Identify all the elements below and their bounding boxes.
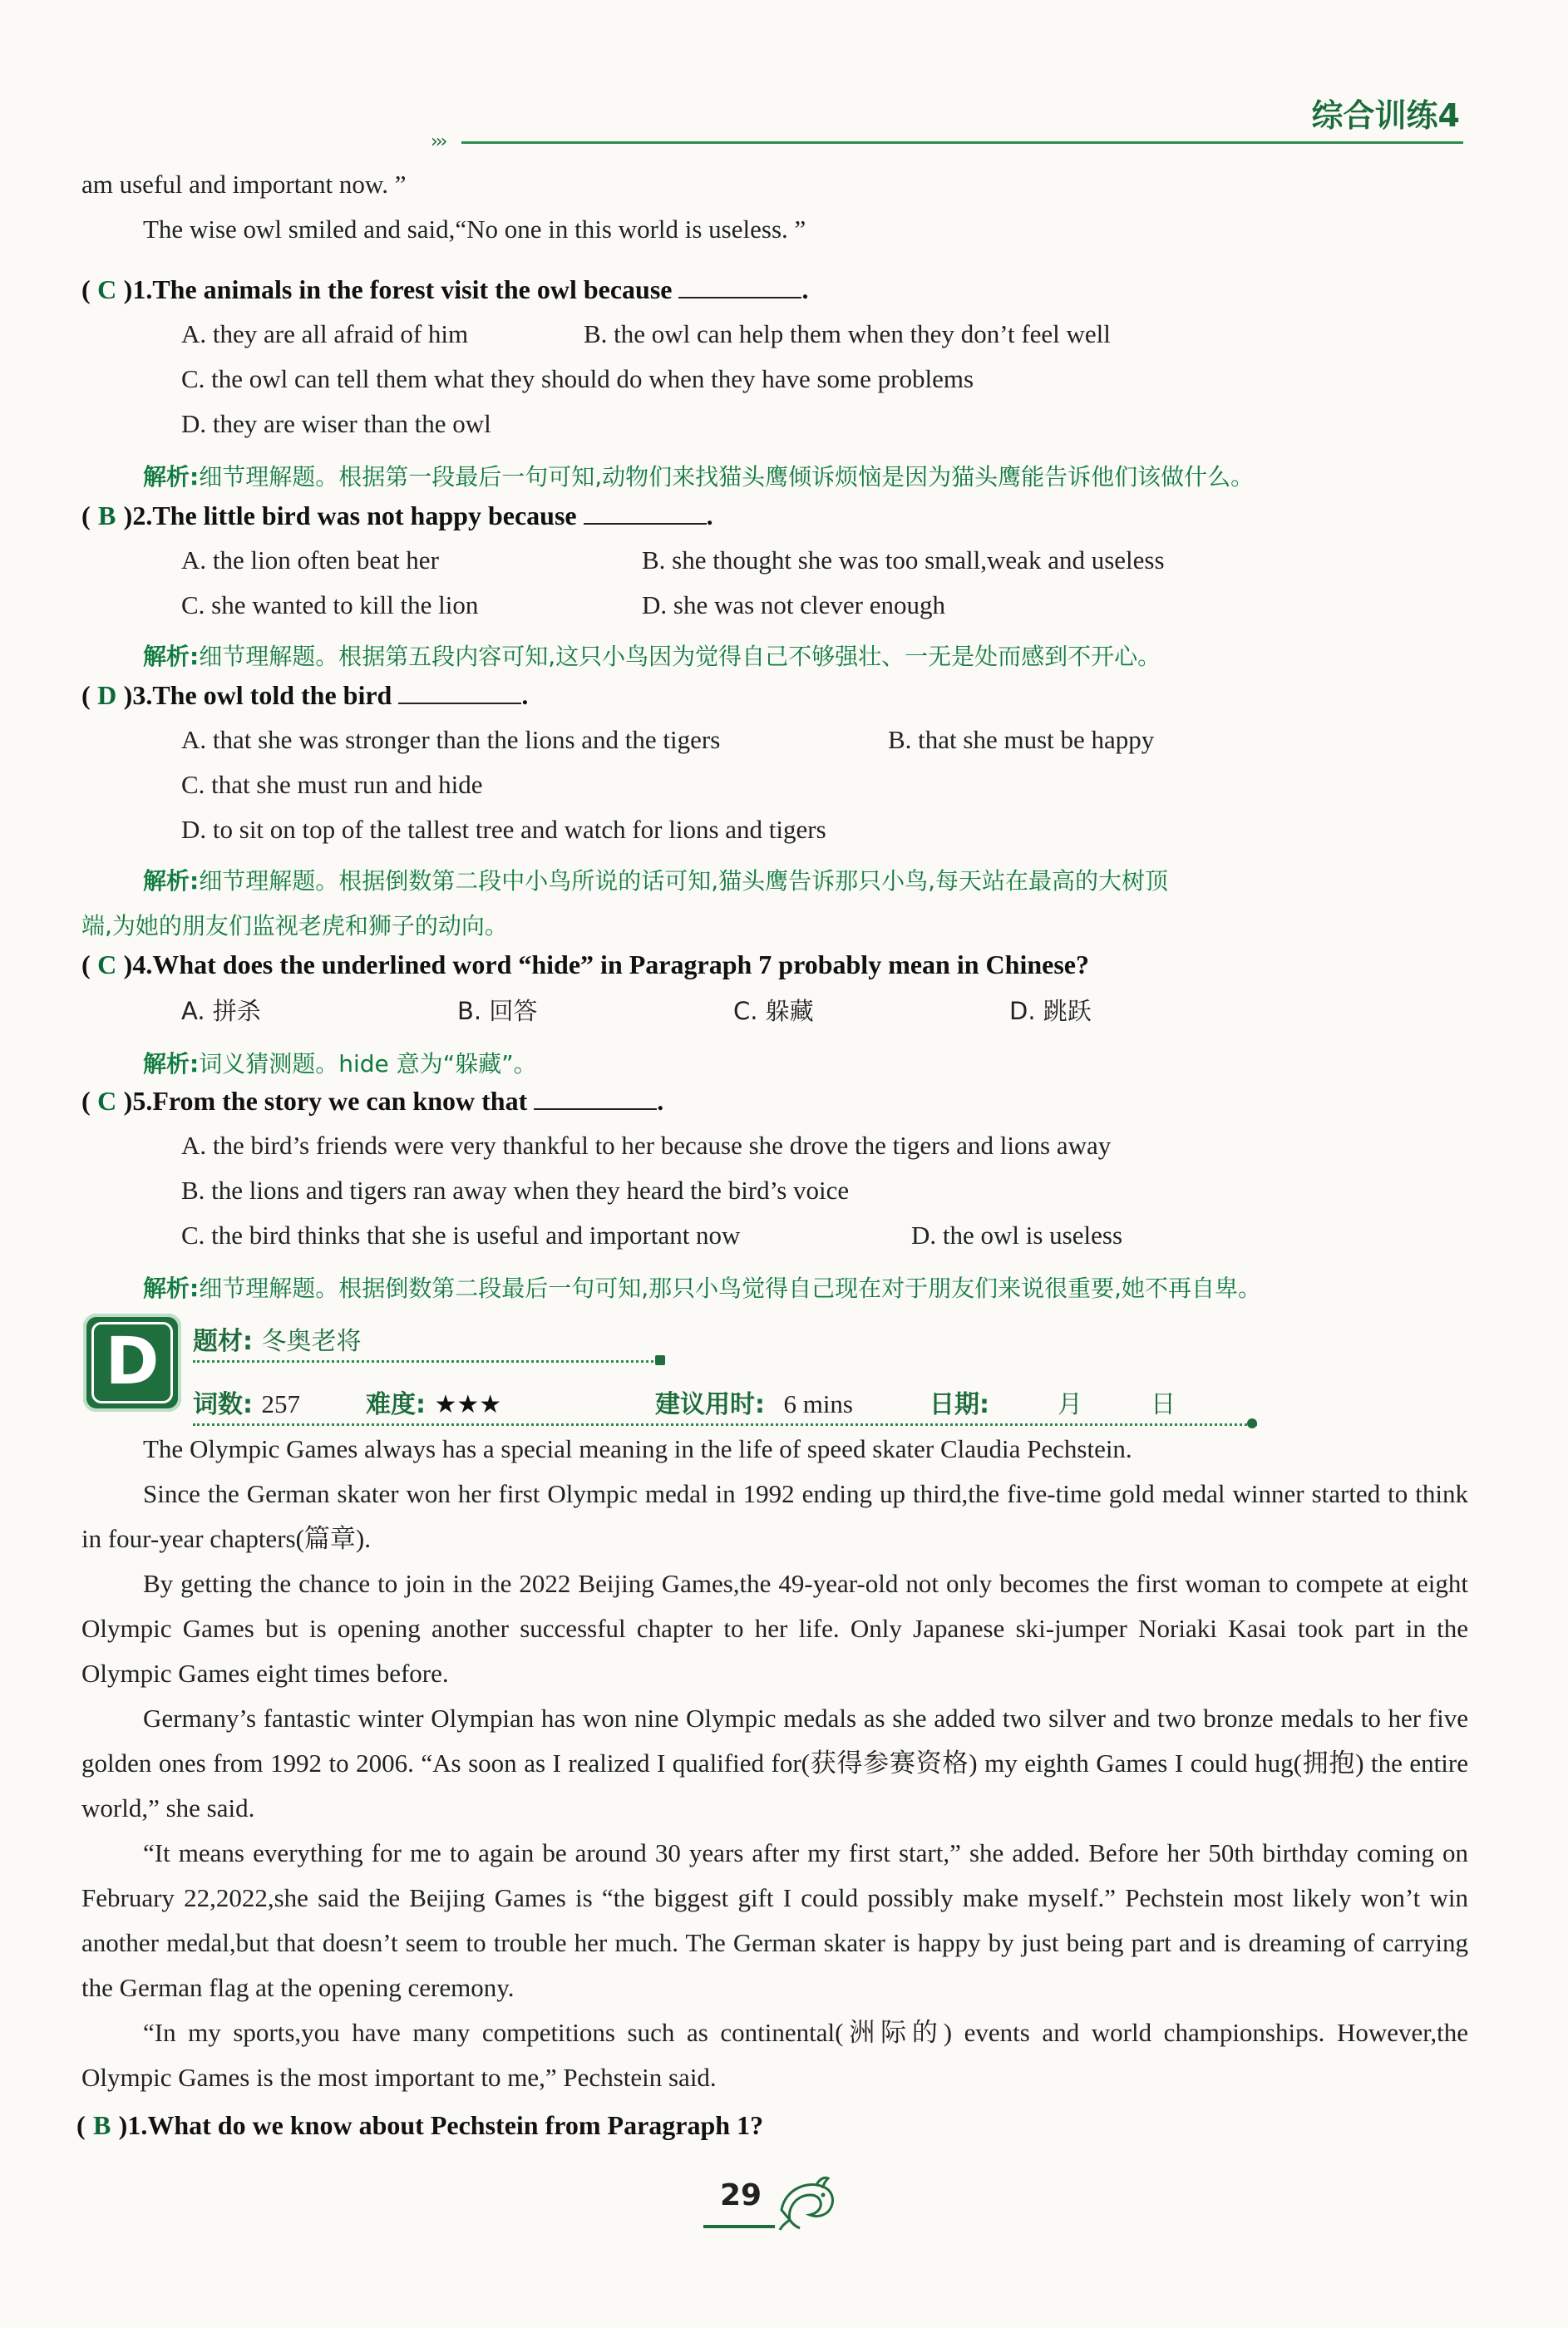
question-1: ( C )1.The animals in the forest visit the owl because . bbox=[81, 274, 809, 304]
option-a: A. that she was stronger than the lions and the tigers bbox=[181, 725, 721, 754]
passage-paragraph-4: Germany’s fantastic winter Olympian has won nine Olympic medals as she added two silver and two bronze medals to her five golden ones from 1992 to 2006. “As soon as I realized I qualified for(获得参赛资格) my eighth Games I could hug(拥抱) the entire world,” she said. bbox=[81, 1704, 1468, 1822]
topic-meta: 题材: 冬奥老将 bbox=[193, 1327, 362, 1356]
passage-continuation-line: am useful and important now. ” bbox=[81, 170, 407, 199]
header-arrows-icon: ››› bbox=[431, 131, 446, 152]
dolphin-icon bbox=[773, 2168, 840, 2235]
answer-mark: B bbox=[92, 2110, 111, 2140]
question-3: ( D )3.The owl told the bird . bbox=[81, 680, 529, 710]
option-c: C. the owl can tell them what they should do when they have some problems bbox=[181, 364, 974, 393]
time-value: 6 mins bbox=[783, 1389, 853, 1418]
time-meta: 建议用时: 6 mins bbox=[655, 1389, 853, 1419]
passage-paragraph-2: Since the German skater won her first Olympic medal in 1992 ending up third,the five-time gold medal winner started to think in four-year chapters(篇章). bbox=[81, 1479, 1468, 1553]
section-header-title: 综合训练4 bbox=[1311, 97, 1460, 134]
option-b: B. 回答 bbox=[457, 997, 538, 1025]
word-count-value: 257 bbox=[261, 1389, 300, 1418]
option-d: D. the owl is useless bbox=[911, 1221, 1123, 1250]
option-b: B. the owl can help them when they don’t feel well bbox=[584, 319, 1111, 348]
question-stem: What do we know about Pechstein from Paragraph 1? bbox=[147, 2110, 764, 2140]
question-stem: What does the underlined word “hide” in Paragraph 7 probably mean in Chinese? bbox=[152, 949, 1089, 979]
topic-dotted-line bbox=[193, 1360, 658, 1363]
question-number: 1. bbox=[127, 2110, 148, 2140]
option-d: D. to sit on top of the tallest tree and watch for lions and tigers bbox=[181, 815, 826, 844]
date-meta: 日期: bbox=[929, 1390, 989, 1419]
answer-mark: D bbox=[97, 680, 117, 710]
analysis-1: 解析:细节理解题。根据第一段最后一句可知,动物们来找猫头鹰倾诉烦恼是因为猫头鹰能告诉他们该做什么。 bbox=[143, 463, 1255, 491]
option-d: D. she was not clever enough bbox=[642, 590, 946, 619]
passage-paragraph-1: The Olympic Games always has a special meaning in the life of speed skater Claudia Pechstein. bbox=[143, 1434, 1132, 1463]
analysis-2: 解析:细节理解题。根据第五段内容可知,这只小鸟因为觉得自己不够强壮、一无是处而感到不开心。 bbox=[143, 643, 1161, 670]
question-stem: The little bird was not happy because bbox=[152, 501, 577, 530]
passage-closing-line: The wise owl smiled and said,“No one in this world is useless. ” bbox=[143, 215, 806, 244]
question-end: . bbox=[521, 680, 529, 710]
question-end: . bbox=[657, 1086, 664, 1116]
question-number: 4. bbox=[132, 949, 153, 979]
question-4: ( C )4.What does the underlined word “hide” in Paragraph 7 probably mean in Chinese? bbox=[81, 949, 1089, 979]
option-b: B. the lions and tigers ran away when they heard the bird’s voice bbox=[181, 1176, 850, 1205]
answer-blank bbox=[398, 681, 521, 704]
answer-mark: B bbox=[97, 501, 116, 530]
option-b: B. that she must be happy bbox=[888, 725, 1155, 754]
section-d-badge bbox=[83, 1314, 181, 1412]
answer-mark: C bbox=[97, 1086, 117, 1116]
difficulty-stars-icon: ★★★ bbox=[434, 1390, 502, 1419]
section-letter: D bbox=[91, 1322, 173, 1403]
question-stem: The owl told the bird bbox=[152, 680, 392, 710]
passage-d bbox=[81, 1427, 1468, 2100]
question-stem: From the story we can know that bbox=[152, 1086, 528, 1116]
question-number: 3. bbox=[132, 680, 153, 710]
passage-paragraph-3: By getting the chance to join in the 2022 Beijing Games,the 49-year-old not only becomes the first woman to compete at eight Olympic Games but is opening another successful chapter to her life. Only Japanese ski-jumper Noriaki Kasai took part in the Olympic Games eight times before. bbox=[81, 1569, 1468, 1688]
header-divider bbox=[461, 141, 1463, 144]
option-c: C. 躲藏 bbox=[733, 997, 814, 1025]
answer-blank bbox=[678, 275, 801, 298]
option-c: C. that she must run and hide bbox=[181, 770, 483, 799]
passage-paragraph-6: “In my sports,you have many competitions such as continental(洲际的) events and world championships. However,the Olympic Games is the most important to me,” Pechstein said. bbox=[81, 2018, 1468, 2092]
page-number-underline bbox=[703, 2225, 775, 2228]
option-a: A. the lion often beat her bbox=[181, 545, 439, 575]
page-number: 29 bbox=[720, 2178, 762, 2212]
question-number: 1. bbox=[132, 274, 153, 304]
question-stem: The animals in the forest visit the owl because bbox=[152, 274, 673, 304]
option-a: A. they are all afraid of him bbox=[181, 319, 469, 348]
question-d1: ( B )1.What do we know about Pechstein from Paragraph 1? bbox=[76, 2110, 764, 2140]
difficulty-meta: 难度: ★★★ bbox=[366, 1390, 502, 1419]
analysis-5: 解析:细节理解题。根据倒数第二段最后一句可知,那只小鸟觉得自己现在对于朋友们来说很重要,她不再自卑。 bbox=[143, 1275, 1262, 1302]
question-number: 2. bbox=[132, 501, 153, 530]
option-a: A. the bird’s friends were very thankful to her because she drove the tigers and lions away bbox=[181, 1131, 1112, 1160]
analysis-3: 解析:细节理解题。根据倒数第二段中小鸟所说的话可知,猫头鹰告诉那只小鸟,每天站在最高的大树顶 bbox=[143, 867, 1169, 895]
question-5: ( C )5.From the story we can know that . bbox=[81, 1086, 664, 1116]
question-2: ( B )2.The little bird was not happy because . bbox=[81, 501, 713, 530]
option-d: D. they are wiser than the owl bbox=[181, 409, 491, 438]
word-count-meta: 词数: 257 bbox=[193, 1389, 300, 1419]
answer-blank bbox=[534, 1087, 657, 1110]
analysis-4: 解析:词义猜测题。hide 意为“躲藏”。 bbox=[143, 1050, 537, 1078]
day-label: 日 bbox=[1151, 1390, 1176, 1419]
passage-paragraph-5: “It means everything for me to again be around 30 years after my first start,” she added. Before her 50th birthday coming on February 22,2022,she said the Beijing Games is “the biggest gift I could possibly make myself.” Pechstein most likely won’t win another medal,but that doesn’t seem to trouble her much. The German skater is happy by just being part and is dreaming of carrying the German flag at the opening ceremony. bbox=[81, 1838, 1468, 2002]
meta-dotted-line bbox=[193, 1423, 1257, 1426]
month-label: 月 bbox=[1058, 1390, 1082, 1419]
option-b: B. she thought she was too small,weak and useless bbox=[642, 545, 1165, 575]
option-c: C. she wanted to kill the lion bbox=[181, 590, 479, 619]
topic-value: 冬奥老将 bbox=[261, 1327, 362, 1356]
analysis-3-continued: 端,为她的朋友们监视老虎和狮子的动向。 bbox=[81, 912, 508, 940]
option-a: A. 拼杀 bbox=[181, 997, 261, 1025]
question-end: . bbox=[801, 274, 809, 304]
question-number: 5. bbox=[132, 1086, 153, 1116]
answer-blank bbox=[584, 501, 707, 525]
answer-mark: C bbox=[97, 949, 117, 979]
option-d: D. 跳跃 bbox=[1009, 997, 1092, 1025]
answer-mark: C bbox=[97, 274, 117, 304]
dotted-line-end-mark bbox=[655, 1355, 665, 1365]
option-c: C. the bird thinks that she is useful and important now bbox=[181, 1221, 741, 1250]
question-end: . bbox=[706, 501, 713, 530]
